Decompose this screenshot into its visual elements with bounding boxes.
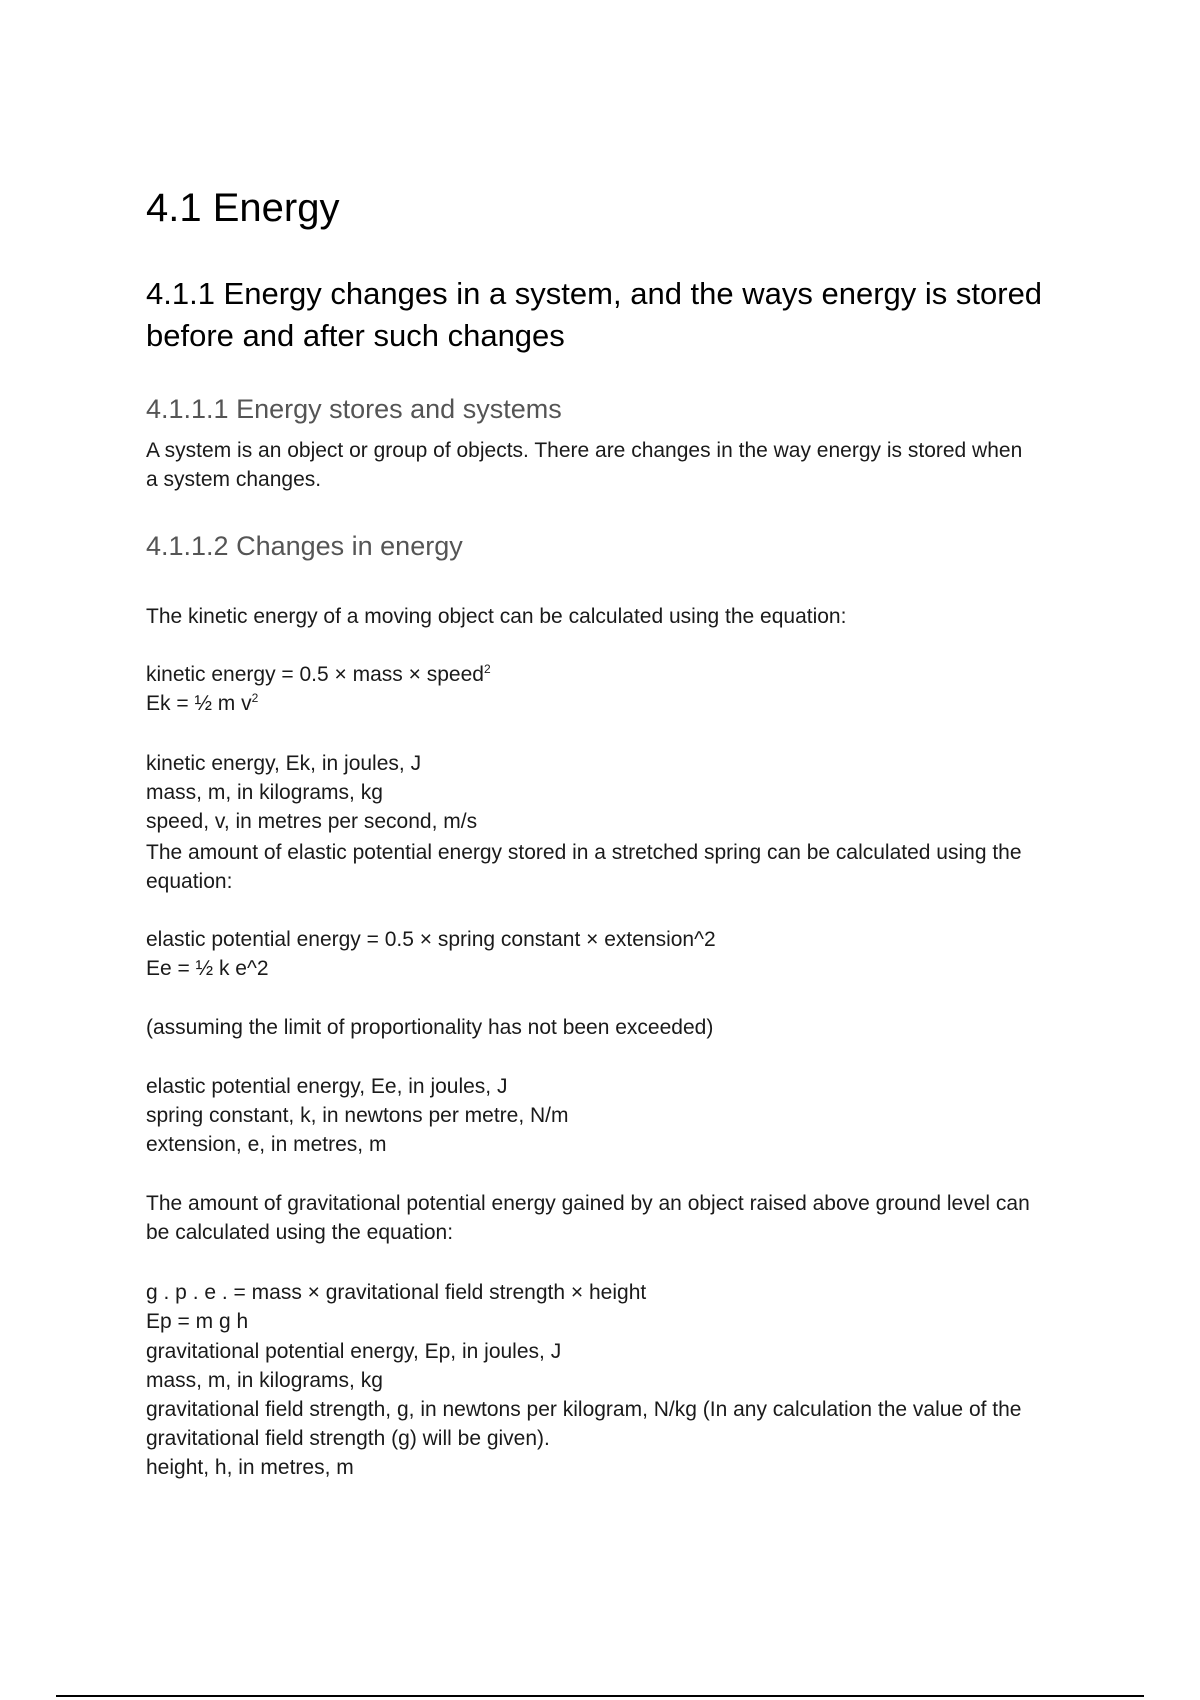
section-heading: 4.1.1 Energy changes in a system, and the ways energy is stored before and after such changes xyxy=(146,276,1043,353)
gpe-equation-word: g . p . e . = mass × gravitational field strength × height xyxy=(146,1281,647,1304)
kinetic-equations xyxy=(146,660,1046,718)
kinetic-equation-word: kinetic energy = 0.5 × mass × speed$^2$ xyxy=(146,662,491,686)
kinetic-units-list xyxy=(146,749,1046,836)
unit-line: gravitational potential energy, Ep, in joules, J xyxy=(146,1340,562,1363)
subsection-heading-stores: 4.1.1.1 Energy stores and systems xyxy=(146,394,562,424)
unit-line: mass, m, in kilograms, kg xyxy=(146,781,383,804)
gpe-equations xyxy=(146,1278,1046,1336)
paragraph-elastic-intro: The amount of elastic potential energy stored in a stretched spring can be calculated using the equation: xyxy=(146,841,1022,893)
elastic-equation-word: elastic potential energy = 0.5 × spring constant × extension^2 xyxy=(146,928,716,951)
elastic-note: (assuming the limit of proportionality has not been exceeded) xyxy=(146,1016,714,1039)
unit-line-wrapped: gravitational field strength, g, in newtons per kilogram, N/kg (In any calculation the value of the gravitational field strength (g) will be given). xyxy=(146,1398,1022,1450)
unit-line: elastic potential energy, Ee, in joules, J xyxy=(146,1075,508,1098)
unit-line: speed, v, in metres per second, m/s xyxy=(146,810,478,833)
unit-line: spring constant, k, in newtons per metre, N/m xyxy=(146,1104,569,1127)
subsection-heading-changes: 4.1.1.2 Changes in energy xyxy=(146,531,463,561)
paragraph-kinetic-intro: The kinetic energy of a moving object can be calculated using the equation: xyxy=(146,605,847,628)
gpe-units-list xyxy=(146,1337,1046,1482)
unit-line: mass, m, in kilograms, kg xyxy=(146,1369,383,1392)
page-title: 4.1 Energy xyxy=(146,186,340,230)
unit-line: height, h, in metres, m xyxy=(146,1456,354,1479)
elastic-equation-symbol: Ee = ½ k e^2 xyxy=(146,957,269,980)
footer-divider xyxy=(56,1695,1144,1697)
paragraph-gpe-intro: The amount of gravitational potential energy gained by an object raised above ground level can be calculated using the equation: xyxy=(146,1192,1030,1244)
gpe-equation-symbol: Ep = m g h xyxy=(146,1310,249,1333)
paragraph-system-definition: A system is an object or group of objects. There are changes in the way energy is stored when a system changes. xyxy=(146,439,1023,491)
kinetic-equation-symbol: Ek = ½ m $v^2$ xyxy=(146,691,259,715)
elastic-equations xyxy=(146,925,1046,983)
unit-line: extension, e, in metres, m xyxy=(146,1133,387,1156)
elastic-units-list xyxy=(146,1072,1046,1159)
unit-line: kinetic energy, Ek, in joules, J xyxy=(146,752,422,775)
